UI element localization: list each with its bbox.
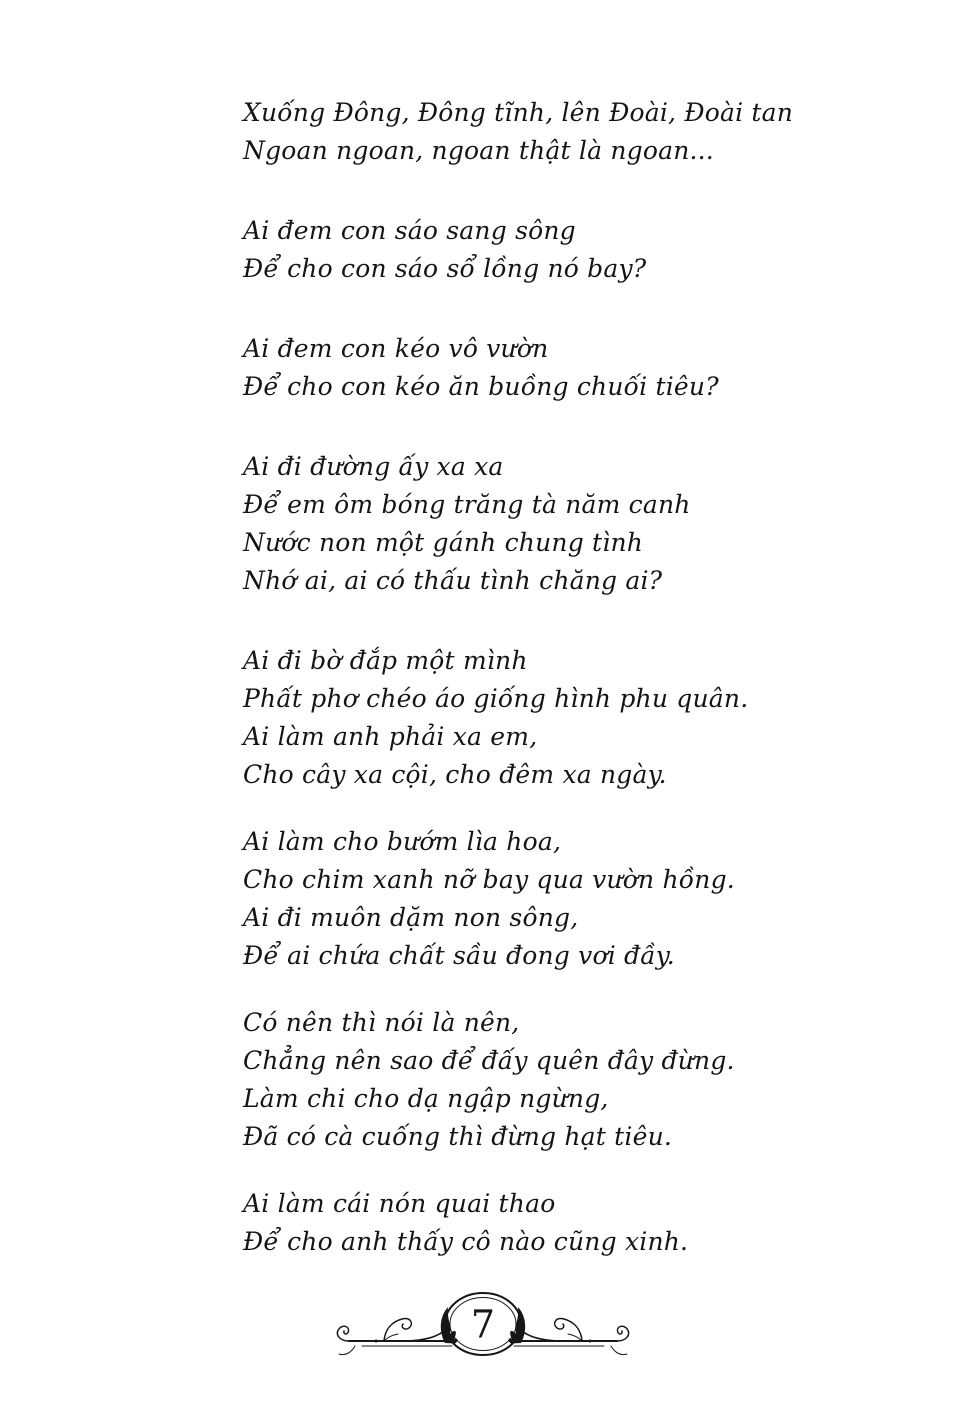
- poem-line: Ai làm anh phải xa em,: [243, 722, 538, 751]
- poem-line: Nước non một gánh chung tình: [243, 528, 644, 557]
- poem-line: Ai đi đường ấy xa xa: [243, 452, 504, 481]
- page-footer: [0, 1278, 965, 1373]
- poem-line: Để cho con kéo ăn buồng chuối tiêu?: [243, 372, 719, 401]
- poem-body: [243, 94, 793, 1261]
- page-number: 7: [470, 1302, 495, 1347]
- poem-stanza: [243, 330, 793, 406]
- poem-stanza: [243, 1185, 793, 1261]
- poem-line: Ai đi bờ đắp một mình: [243, 646, 528, 675]
- ornament-flourish-icon: [332, 1278, 634, 1373]
- poem-line: Để ai chứa chất sầu đong vơi đầy.: [243, 941, 675, 970]
- poem-stanza: [243, 212, 793, 288]
- poem-line: Đã có cà cuống thì đừng hạt tiêu.: [243, 1122, 673, 1151]
- poem-stanza: [243, 642, 793, 794]
- poem-stanza: [243, 1004, 793, 1156]
- poem-line: Ai đi muôn dặm non sông,: [243, 903, 579, 932]
- poem-line: Cho cây xa cội, cho đêm xa ngày.: [243, 760, 667, 789]
- poem-line: Làm chi cho dạ ngập ngừng,: [243, 1084, 609, 1113]
- poem-line: Ai đem con kéo vô vườn: [243, 334, 549, 363]
- poem-line: Để em ôm bóng trăng tà năm canh: [243, 490, 691, 519]
- poem-line: Ai đem con sáo sang sông: [243, 216, 576, 245]
- poem-stanza: [243, 448, 793, 600]
- poem-line: Chẳng nên sao để đấy quên đây đừng.: [243, 1046, 735, 1075]
- poem-line: Cho chim xanh nỡ bay qua vườn hồng.: [243, 865, 735, 894]
- poem-stanza: [243, 94, 793, 170]
- poem-line: Phất phơ chéo áo giống hình phu quân.: [243, 684, 749, 713]
- poem-line: Ngoan ngoan, ngoan thật là ngoan...: [243, 136, 714, 165]
- poem-line: Ai làm cái nón quai thao: [243, 1189, 556, 1218]
- poem-line: Để cho con sáo sổ lồng nó bay?: [243, 254, 647, 283]
- poem-line: Nhớ ai, ai có thấu tình chăng ai?: [243, 566, 663, 595]
- poem-line: Để cho anh thấy cô nào cũng xinh.: [243, 1227, 689, 1256]
- poem-line: Có nên thì nói là nên,: [243, 1008, 520, 1037]
- poem-line: Xuống Đông, Đông tĩnh, lên Đoài, Đoài tan: [243, 98, 794, 127]
- page-number-ornament: [332, 1278, 634, 1373]
- poem-line: Ai làm cho bướm lìa hoa,: [243, 827, 562, 856]
- poem-stanza: [243, 823, 793, 975]
